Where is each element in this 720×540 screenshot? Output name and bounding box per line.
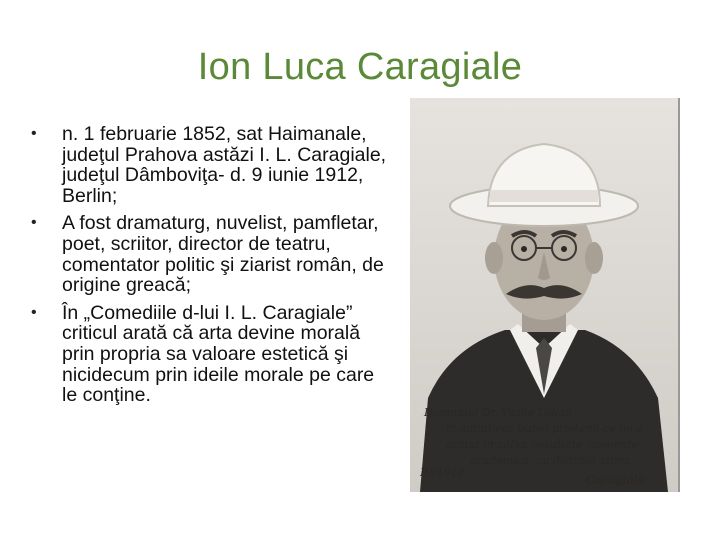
bullet-icon: •: [31, 214, 37, 232]
inscription-line: Domnului Dr. Vasile Lohan: [424, 406, 573, 419]
bullet-item: [28, 303, 388, 406]
signature: Caragiale: [586, 473, 645, 487]
inscription-line: în amintirea bunei prietenii ce mi-a: [446, 422, 644, 435]
bullet-text: n. 1 februarie 1852, sat Haimanale, judeţul Prahova astăzi I. L. Caragiale, judeţul Dâmboviţa- d. 9 iunie 1912, Berlin;: [62, 123, 387, 207]
bullet-item: [28, 213, 388, 295]
date-mark: III/1912: [420, 466, 465, 479]
portrait-photo: [410, 98, 680, 492]
bullet-list: [28, 124, 388, 413]
inscription-line: arătat în cătva nesultate momente: [446, 438, 639, 451]
slide-title: Ion Luca Caragiale: [197, 46, 523, 88]
bullet-icon: •: [31, 125, 37, 142]
portrait-illustration: [410, 98, 678, 492]
inscription-line: academice, cu distinsă stima,: [470, 454, 635, 467]
bullet-icon: •: [31, 303, 37, 321]
bullet-text: A fost dramaturg, nuvelist, pamfletar, poet, scriitor, director de teatru, comentator politic şi ziarist român, de origine greacă;: [62, 212, 384, 297]
bullet-text: În „Comediile d-lui I. L. Caragiale” criticul arată că arta devine morală prin propria sa valoare estetică şi nicidecum prin ideile morale pe care le conţine.: [62, 301, 375, 407]
bullet-item: [28, 124, 388, 206]
